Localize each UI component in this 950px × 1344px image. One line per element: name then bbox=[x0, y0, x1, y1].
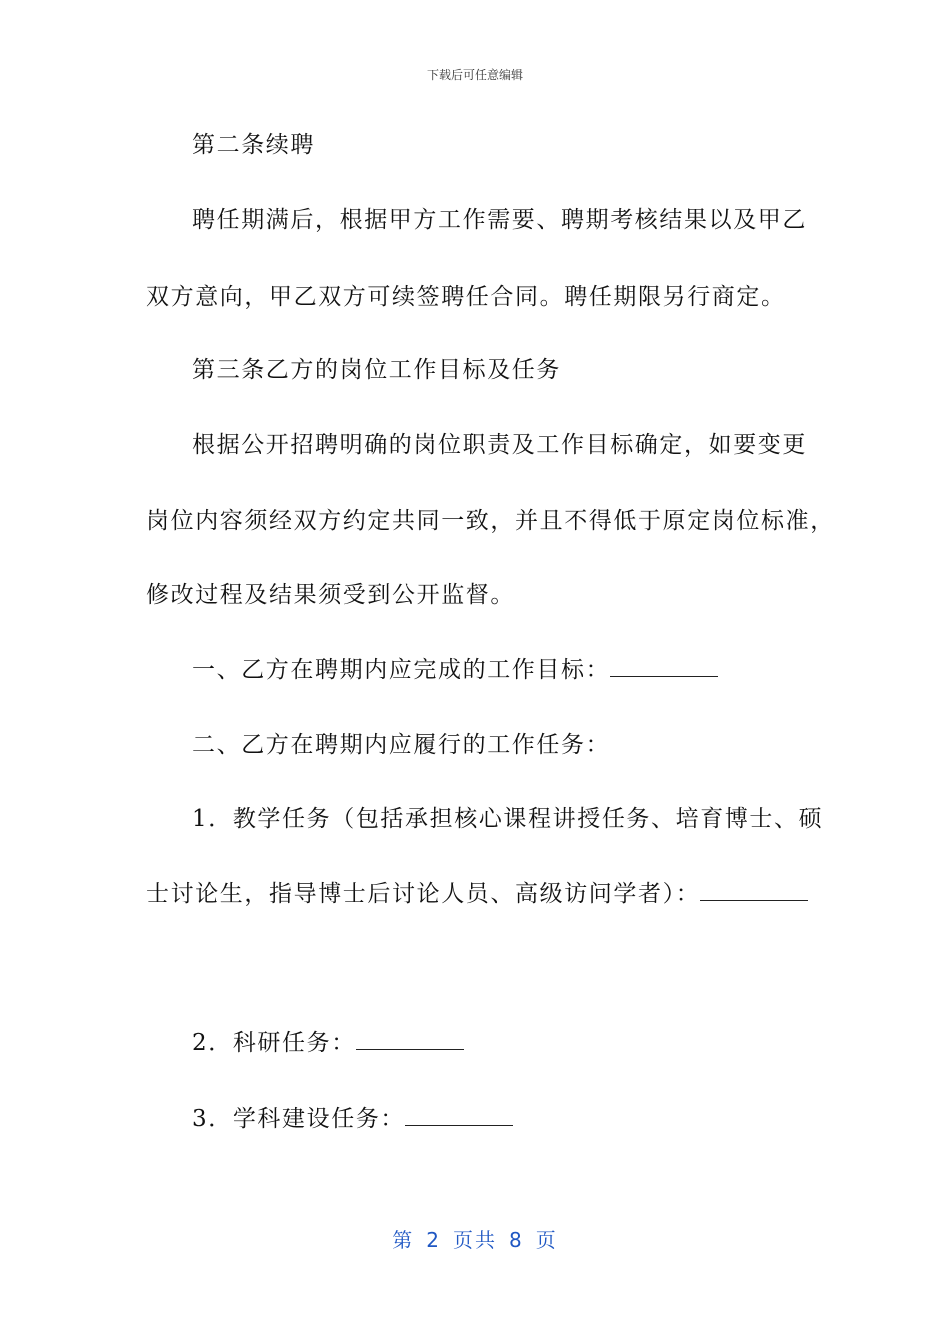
list-item: 二、乙方在聘期内应履行的工作任务： bbox=[192, 732, 611, 758]
fill-in-blank[interactable] bbox=[700, 880, 808, 901]
list-item-text: 2．科研任务： bbox=[192, 1030, 356, 1056]
fill-in-blank[interactable] bbox=[405, 1105, 513, 1126]
list-item-text: 3．学科建设任务： bbox=[192, 1106, 406, 1132]
article-2-heading: 第二条续聘 bbox=[192, 132, 315, 158]
footer-suffix: 页 bbox=[535, 1228, 558, 1252]
paragraph-line: 岗位内容须经双方约定共同一致，并且不得低于原定岗位标准， bbox=[146, 508, 835, 534]
list-item-text: 士讨论生，指导博士后讨论人员、高级访问学者）： bbox=[146, 881, 701, 907]
page-total: 8 bbox=[509, 1228, 524, 1252]
list-item: 1．教学任务（包括承担核心课程讲授任务、培育博士、硕 bbox=[192, 806, 824, 832]
paragraph-line: 根据公开招聘明确的岗位职责及工作目标确定，如要变更 bbox=[192, 432, 807, 458]
list-item-text: 一、乙方在聘期内应完成的工作目标： bbox=[192, 657, 611, 683]
page-footer bbox=[0, 1224, 950, 1253]
footer-prefix: 第 bbox=[392, 1228, 415, 1252]
list-item bbox=[192, 1104, 513, 1134]
article-3-heading: 第三条乙方的岗位工作目标及任务 bbox=[192, 357, 561, 383]
footer-middle: 页共 bbox=[453, 1228, 497, 1252]
fill-in-blank[interactable] bbox=[356, 1029, 464, 1050]
page-number: 2 bbox=[426, 1228, 441, 1252]
page-header: 下载后可任意编辑 bbox=[426, 68, 523, 82]
paragraph-line: 双方意向，甲乙双方可续签聘任合同。聘任期限另行商定。 bbox=[146, 284, 786, 310]
fill-in-blank[interactable] bbox=[610, 656, 718, 677]
paragraph-line: 修改过程及结果须受到公开监督。 bbox=[146, 582, 515, 608]
list-item bbox=[146, 879, 808, 909]
paragraph-line: 聘任期满后，根据甲方工作需要、聘期考核结果以及甲乙 bbox=[192, 207, 807, 233]
list-item bbox=[192, 655, 718, 685]
list-item bbox=[192, 1028, 464, 1058]
